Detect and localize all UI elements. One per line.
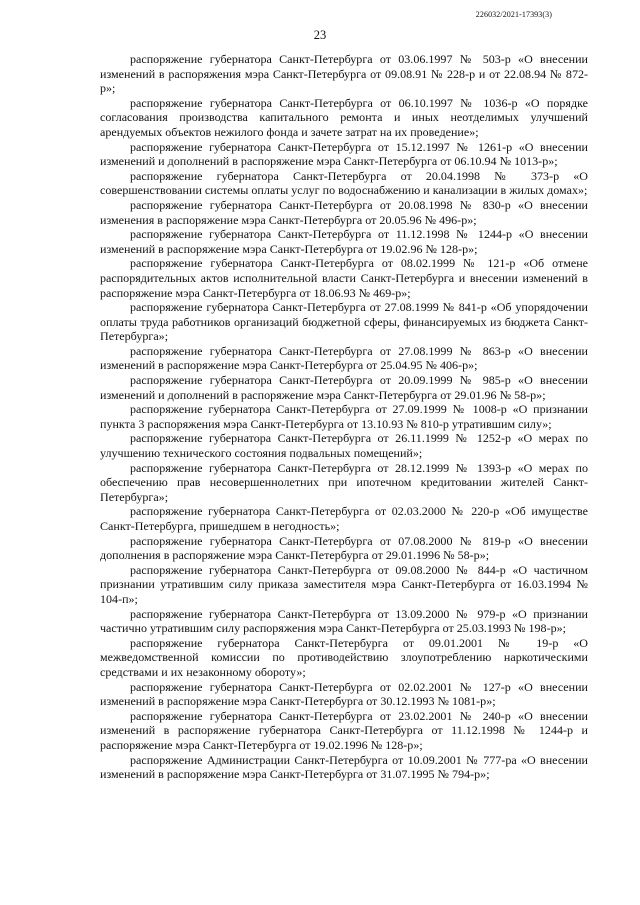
list-item: распоряжение губернатора Санкт-Петербурга от 09.08.2000 № 844-р «О частичном признании утратившим силу приказа заместителя мэра Санкт-Петербурга от 16.03.1994 № 104-п»;	[100, 562, 588, 606]
page-number: 23	[313, 28, 327, 42]
list-item: распоряжение губернатора Санкт-Петербурга от 09.01.2001 № 19-р «О межведомственной комиссии по противодействию злоупотреблению наркотическими средствами и их незаконному обороту»;	[100, 635, 588, 679]
list-item: распоряжение губернатора Санкт-Петербурга от 06.10.1997 № 1036-р «О порядке согласования производства капитального ремонта и иных неотделимых улучшений арендуемых объектов нежилого фонда и зачете затрат на их проведение»;	[100, 95, 588, 139]
list-item: распоряжение губернатора Санкт-Петербурга от 02.02.2001 № 127-р «О внесении изменений в распоряжение мэра Санкт-Петербурга от 30.12.1993 № 1081-р»;	[100, 679, 588, 709]
document-registration-code: 226032/2021-17393(3)	[475, 10, 552, 19]
list-item: распоряжение губернатора Санкт-Петербурга от 11.12.1998 № 1244-р «О внесении изменений в распоряжение мэра Санкт-Петербурга от 19.02.96 № 128-р»;	[100, 227, 588, 256]
list-item: распоряжение губернатора Санкт-Петербурга от 15.12.1997 № 1261-р «О внесении изменений и дополнений в распоряжение мэра Санкт-Петербурга от 06.10.94 № 1013-р»;	[100, 139, 588, 169]
list-item: распоряжение губернатора Санкт-Петербурга от 20.09.1999 № 985-р «О внесении изменений и дополнений в распоряжение мэра Санкт-Петербурга от 29.01.96 № 58-р»;	[100, 373, 588, 402]
document-body	[100, 52, 588, 782]
list-item: распоряжение Администрации Санкт-Петербурга от 10.09.2001 № 777-ра «О внесении изменений в распоряжение мэра Санкт-Петербурга от 31.07.1995 № 794-р»;	[100, 752, 588, 782]
list-item: распоряжение губернатора Санкт-Петербурга от 23.02.2001 № 240-р «О внесении изменений в распоряжение губернатора Санкт-Петербурга от 11.12.1998 № 1244-р и распоряжение мэра Санкт-Петербурга от 19.02.1996 № 128-р»;	[100, 708, 588, 752]
list-item: распоряжение губернатора Санкт-Петербурга от 27.08.1999 № 841-р «Об упорядочении оплаты труда работников организаций бюджетной сферы, финансируемых из бюджета Санкт-Петербурга»;	[100, 300, 588, 344]
list-item: распоряжение губернатора Санкт-Петербурга от 13.09.2000 № 979-р «О признании частично утратившим силу распоряжения мэра Санкт-Петербурга от 25.03.1993 № 198-р»;	[100, 606, 588, 636]
list-item: распоряжение губернатора Санкт-Петербурга от 03.06.1997 № 503-р «О внесении изменений в распоряжения мэра Санкт-Петербурга от 09.08.91 № 228-р и от 22.08.94 № 872-р»;	[100, 52, 588, 96]
list-item: распоряжение губернатора Санкт-Петербурга от 27.08.1999 № 863-р «О внесении изменений в распоряжение мэра Санкт-Петербурга от 25.04.95 № 406-р»;	[100, 343, 588, 373]
list-item: распоряжение губернатора Санкт-Петербурга от 26.11.1999 № 1252-р «О мерах по улучшению технического состояния подвальных помещений»;	[100, 431, 588, 461]
list-item: распоряжение губернатора Санкт-Петербурга от 07.08.2000 № 819-р «О внесении дополнения в распоряжение мэра Санкт-Петербурга от 29.01.1996 № 58-р»;	[100, 533, 588, 563]
list-item: распоряжение губернатора Санкт-Петербурга от 20.08.1998 № 830-р «О внесении изменения в распоряжение мэра Санкт-Петербурга от 20.05.96 № 496-р»;	[100, 197, 588, 227]
list-item: распоряжение губернатора Санкт-Петербурга от 27.09.1999 № 1008-р «О признании пункта 3 распоряжения мэра Санкт-Петербурга от 13.10.93 № 810-р утратившим силу»;	[100, 402, 588, 431]
list-item: распоряжение губернатора Санкт-Петербурга от 08.02.1999 № 121-р «Об отмене распорядительных актов исполнительной власти Санкт-Петербурга и внесении изменений в распоряжение мэра Санкт-Петербурга от 18.06.93 № 469-р»;	[100, 256, 588, 300]
list-item: распоряжение губернатора Санкт-Петербурга от 28.12.1999 № 1393-р «О мерах по обеспечению прав несовершеннолетних при ипотечном кредитовании жителей Санкт-Петербурга»;	[100, 460, 588, 504]
list-item: распоряжение губернатора Санкт-Петербурга от 02.03.2000 № 220-р «Об имуществе Санкт-Петербурга, пришедшем в негодность»;	[100, 504, 588, 533]
list-item: распоряжение губернатора Санкт-Петербурга от 20.04.1998 № 373-р «О совершенствовании системы оплаты услуг по водоснабжению и канализации в жилых домах»;	[100, 168, 588, 198]
